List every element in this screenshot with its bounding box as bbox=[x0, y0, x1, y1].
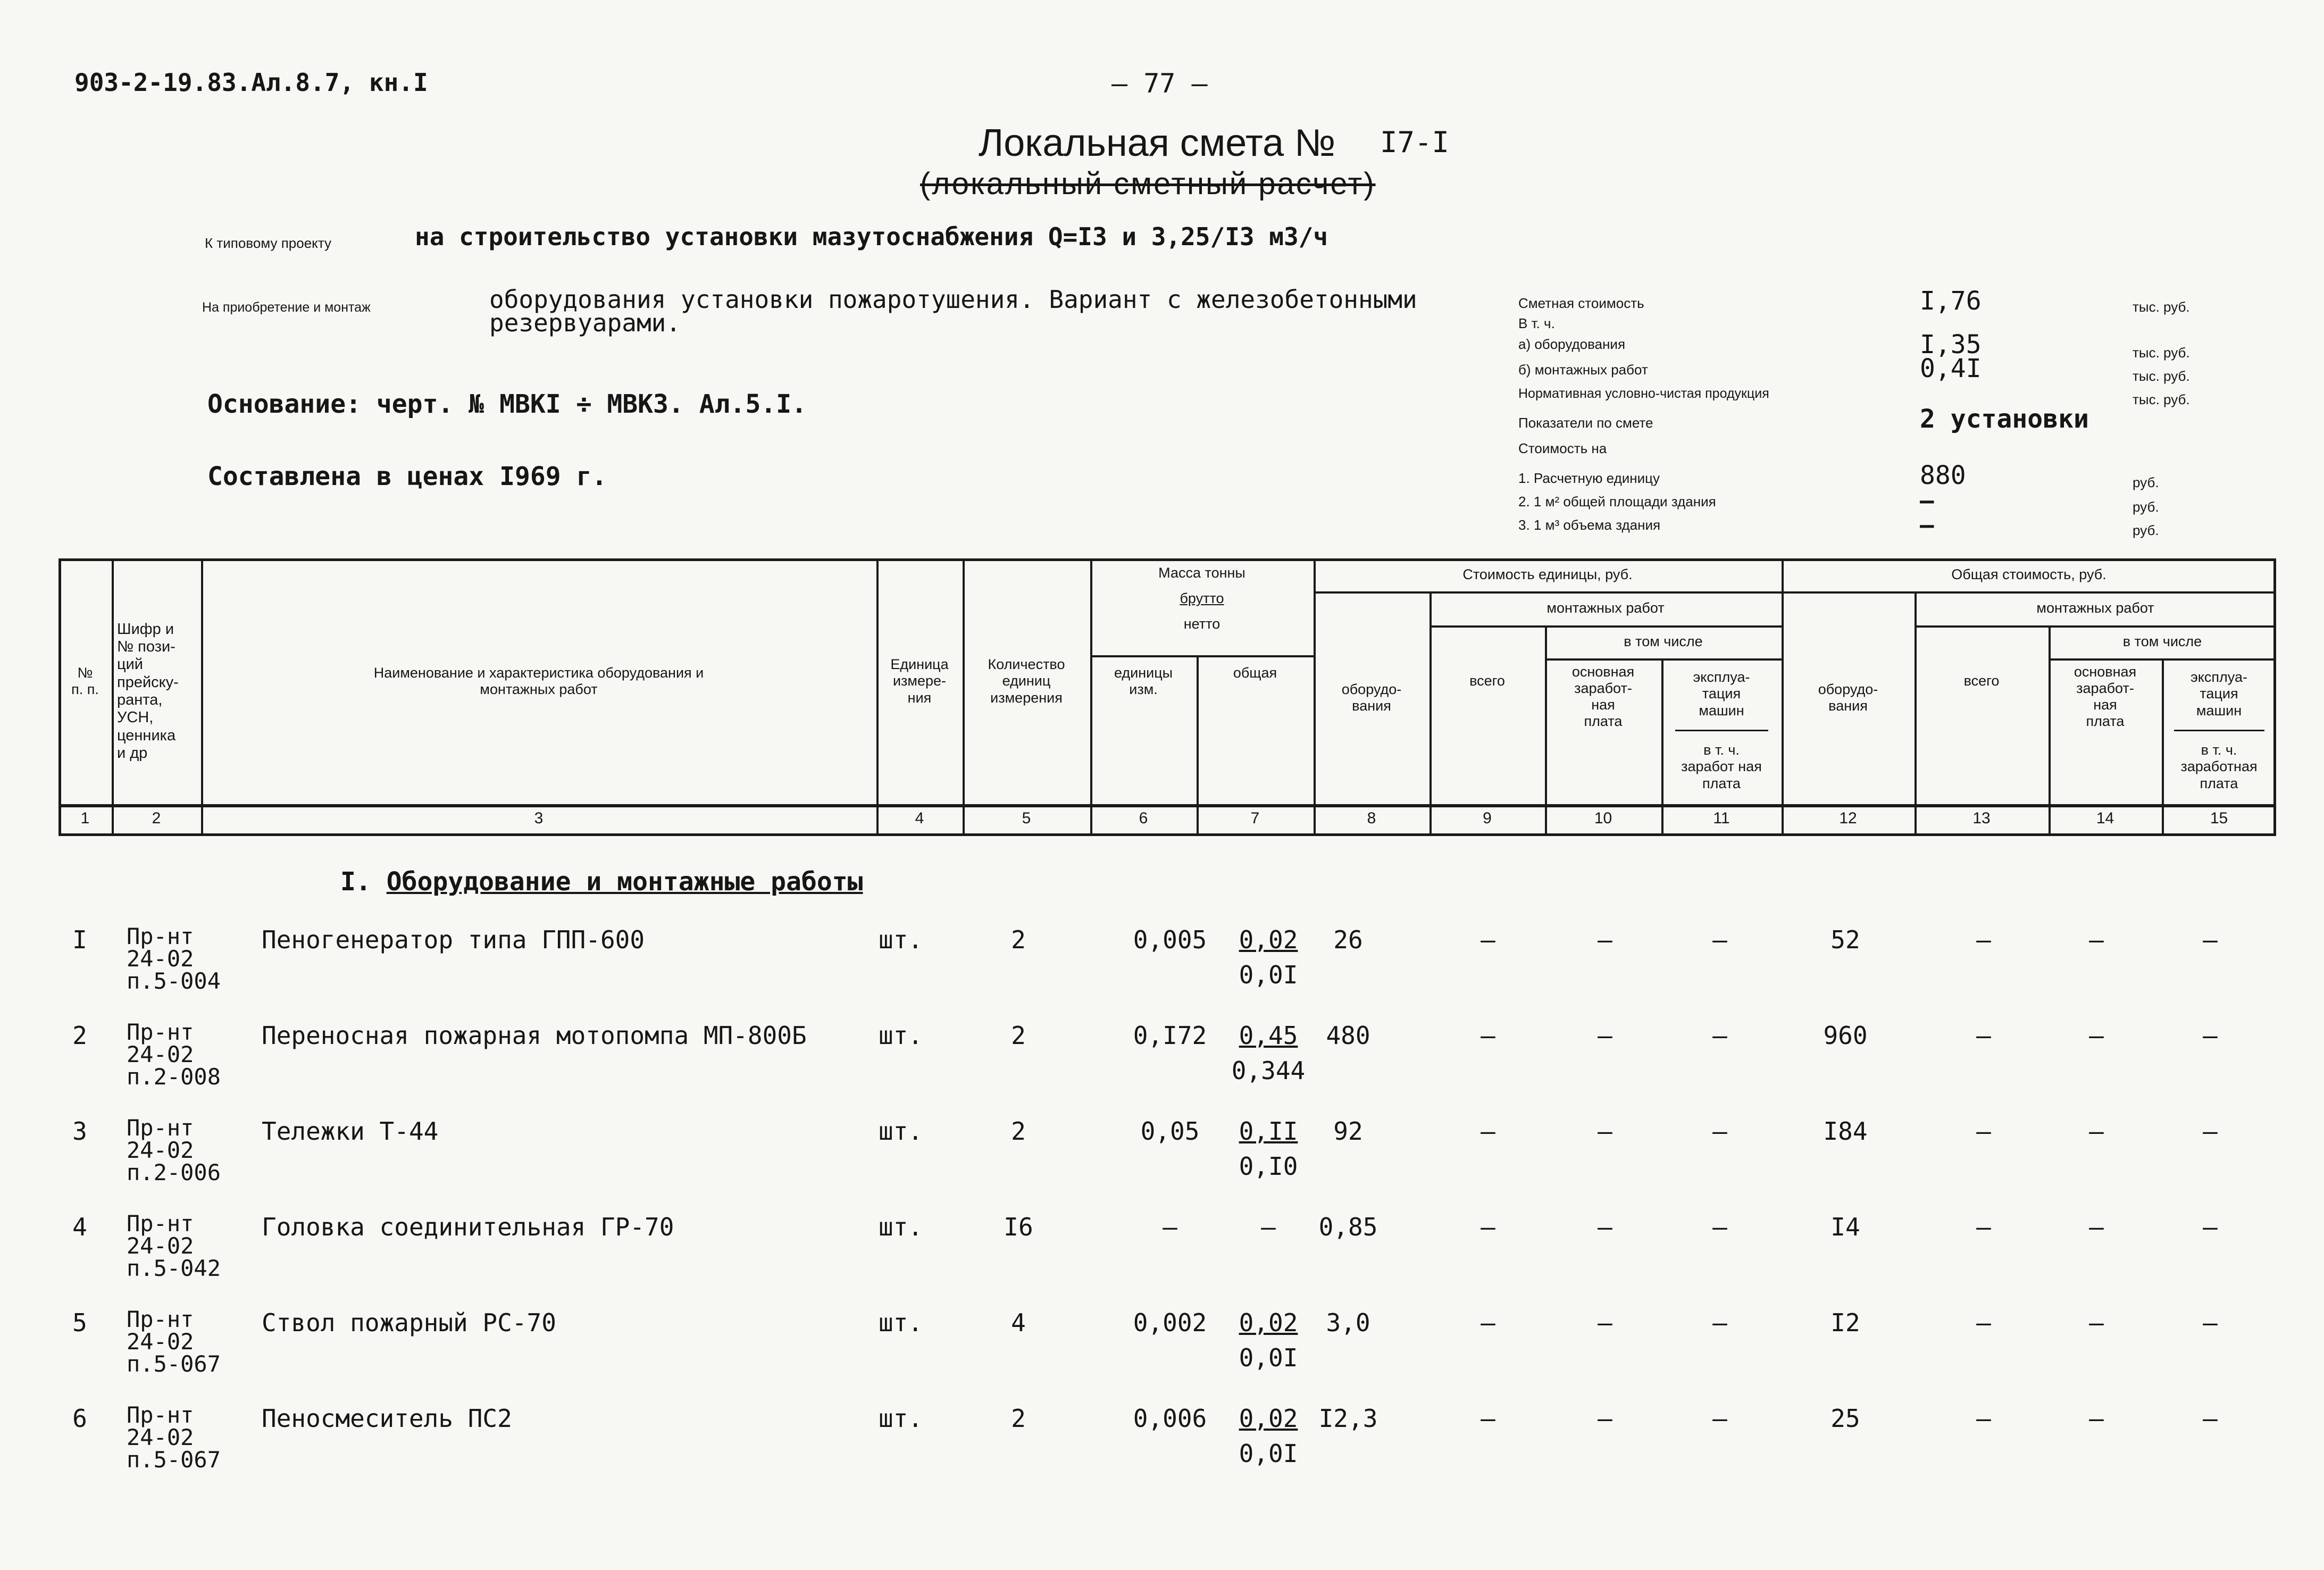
col-number: 6 bbox=[1139, 809, 1148, 827]
col-number: 9 bbox=[1483, 809, 1492, 827]
col-header-mounting: монтажных работ bbox=[1546, 600, 1665, 616]
row-number: 2 bbox=[72, 1021, 87, 1050]
purchase-text-line1: оборудования установки пожаротушения. Вариант с железобетонными bbox=[489, 285, 1417, 314]
row-base-wage: – bbox=[1598, 1021, 1612, 1050]
col-header-cost-total: Общая стоимость, руб. bbox=[1951, 566, 2106, 583]
summary-value: – bbox=[1920, 512, 1934, 539]
row-base-wage: – bbox=[1598, 1308, 1612, 1337]
col-number: 11 bbox=[1713, 809, 1730, 827]
section-number: I. bbox=[340, 867, 371, 897]
row-mounting-total: – bbox=[1481, 1117, 1495, 1146]
col-number: 2 bbox=[152, 809, 161, 827]
prices-text: Составлена в ценах I969 г. bbox=[207, 462, 607, 491]
summary-unit: руб. bbox=[2133, 499, 2159, 515]
row-quantity: 2 bbox=[1011, 925, 1026, 954]
summary-label: 2. 1 м² общей площади здания bbox=[1518, 494, 1716, 510]
row-mass-netto: 0,0I bbox=[1239, 961, 1298, 989]
col-number: 5 bbox=[1022, 809, 1031, 827]
row-equipment-total: 960 bbox=[1823, 1021, 1868, 1050]
row-unit: шт. bbox=[879, 1117, 923, 1146]
row-base-wage: – bbox=[1598, 1213, 1612, 1241]
row-mass-unit: 0,05 bbox=[1140, 1117, 1200, 1146]
col-header-name: Наименование и характеристика оборудования и монтажных работ bbox=[373, 664, 704, 697]
row-machine-operation-2: – bbox=[2203, 1021, 2218, 1050]
row-mass-unit: 0,I72 bbox=[1133, 1021, 1207, 1050]
row-base-wage-2: – bbox=[2089, 1308, 2104, 1337]
row-code: Пр-нт 24-02 п.5-067 bbox=[127, 1306, 221, 1377]
row-machine-operation-2: – bbox=[2203, 1404, 2218, 1433]
col-header-mounting-total: всего bbox=[1469, 673, 1505, 689]
row-equipment-total: I84 bbox=[1823, 1117, 1868, 1146]
row-base-wage: – bbox=[1598, 1117, 1612, 1146]
col-header-base-wage: основная заработ- ная плата bbox=[1571, 664, 1635, 730]
row-base-wage-2: – bbox=[2089, 925, 2104, 954]
col-number: 12 bbox=[1839, 809, 1857, 827]
row-mass-total bbox=[1223, 1404, 1314, 1468]
summary-label: Показатели по смете bbox=[1518, 415, 1653, 431]
row-code: Пр-нт 24-02 п.5-042 bbox=[127, 1210, 221, 1281]
row-machine-operation-2: – bbox=[2203, 1213, 2218, 1241]
col-header-mass-netto: нетто bbox=[1183, 616, 1220, 632]
row-machine-operation-2: – bbox=[2203, 925, 2218, 954]
row-equipment-cost: I2,3 bbox=[1318, 1404, 1378, 1433]
row-mounting-total-2: – bbox=[1976, 1117, 1991, 1146]
row-mounting-total: – bbox=[1481, 1308, 1495, 1337]
col-header-qty: Количество единиц измерения bbox=[988, 656, 1065, 706]
summary-value: 880 bbox=[1920, 461, 1966, 490]
row-unit: шт. bbox=[879, 1308, 923, 1337]
summary-label: 1. Расчетную единицу bbox=[1518, 470, 1660, 486]
row-equipment-cost: 26 bbox=[1333, 925, 1363, 954]
summary-value: I,76 bbox=[1920, 286, 1982, 316]
row-equipment-total: 25 bbox=[1830, 1404, 1860, 1433]
row-mass-brutto: 0,II bbox=[1239, 1117, 1298, 1146]
row-mass-unit: 0,006 bbox=[1133, 1404, 1207, 1433]
row-base-wage-2: – bbox=[2089, 1117, 2104, 1146]
col-header-machine-wage: в т. ч. заработ ная плата bbox=[1681, 742, 1762, 791]
row-code: Пр-нт 24-02 п.5-004 bbox=[127, 923, 221, 994]
col-header-equipment-total: оборудо- вания bbox=[1818, 681, 1878, 714]
row-mounting-total-2: – bbox=[1976, 1308, 1991, 1337]
row-quantity: 4 bbox=[1011, 1308, 1026, 1337]
row-mass-total bbox=[1223, 1308, 1314, 1372]
row-name: Ствол пожарный РС-70 bbox=[262, 1308, 556, 1337]
summary-label: а) оборудования bbox=[1518, 336, 1626, 352]
col-header-cost-unit: Стоимость единицы, руб. bbox=[1462, 566, 1633, 583]
col-header-base-wage-2: основная заработ- ная плата bbox=[2074, 664, 2137, 730]
row-mass-netto: 0,344 bbox=[1231, 1056, 1306, 1085]
row-mass-unit: 0,005 bbox=[1133, 925, 1207, 954]
row-number: 3 bbox=[72, 1117, 87, 1146]
col-header-mass-total: общая bbox=[1233, 665, 1277, 681]
row-mass-total bbox=[1223, 925, 1314, 989]
col-number: 1 bbox=[80, 809, 90, 827]
row-mass-brutto: 0,02 bbox=[1239, 925, 1298, 954]
col-number: 7 bbox=[1250, 809, 1260, 827]
row-machine-operation: – bbox=[1712, 1117, 1727, 1146]
summary-label: 3. 1 м³ объема здания bbox=[1518, 517, 1661, 533]
row-mounting-total: – bbox=[1481, 1213, 1495, 1241]
page-number: — 77 — bbox=[1111, 68, 1208, 99]
summary-unit: тыс. руб. bbox=[2133, 368, 2190, 384]
row-machine-operation-2: – bbox=[2203, 1308, 2218, 1337]
col-number: 13 bbox=[1972, 809, 1991, 827]
row-base-wage-2: – bbox=[2089, 1021, 2104, 1050]
section-heading bbox=[340, 867, 863, 897]
row-mounting-total: – bbox=[1481, 1404, 1495, 1433]
row-unit: шт. bbox=[879, 925, 923, 954]
row-mass-brutto: 0,02 bbox=[1239, 1308, 1298, 1337]
document-title: Локальная смета № bbox=[979, 122, 1336, 164]
row-quantity: 2 bbox=[1011, 1404, 1026, 1433]
row-mass-brutto: 0,45 bbox=[1239, 1021, 1298, 1050]
row-name: Пеносмеситель ПС2 bbox=[262, 1404, 512, 1433]
summary-label: б) монтажных работ bbox=[1518, 362, 1648, 378]
summary-value: – bbox=[1920, 487, 1934, 514]
row-mounting-total-2: – bbox=[1976, 1213, 1991, 1241]
row-mounting-total-2: – bbox=[1976, 1404, 1991, 1433]
project-text: на строительство установки мазутоснабжения Q=I3 и 3,25/I3 м3/ч bbox=[415, 222, 1328, 251]
row-mass-unit: – bbox=[1163, 1213, 1177, 1241]
row-mounting-total: – bbox=[1481, 925, 1495, 954]
col-number: 10 bbox=[1594, 809, 1612, 827]
row-machine-operation: – bbox=[1712, 925, 1727, 954]
row-equipment-cost: 92 bbox=[1333, 1117, 1363, 1146]
row-code: Пр-нт 24-02 п.2-006 bbox=[127, 1115, 221, 1185]
col-header-machine-wage-2: в т. ч. заработная плата bbox=[2180, 742, 2258, 791]
row-name: Тележки Т-44 bbox=[262, 1117, 439, 1146]
struck-subtitle: (локальный сметный расчет) bbox=[920, 166, 1376, 201]
row-unit: шт. bbox=[879, 1021, 923, 1050]
row-name: Головка соединительная ГР-70 bbox=[262, 1213, 674, 1241]
row-number: 5 bbox=[72, 1308, 87, 1337]
row-quantity: 2 bbox=[1011, 1021, 1026, 1050]
row-code: Пр-нт 24-02 п.5-067 bbox=[127, 1402, 221, 1473]
row-equipment-cost: 480 bbox=[1326, 1021, 1370, 1050]
summary-value: 0,4I bbox=[1920, 354, 1982, 383]
summary-value: 2 установки bbox=[1920, 404, 2089, 434]
estimate-number: I7-I bbox=[1380, 126, 1450, 159]
col-number: 14 bbox=[2096, 809, 2114, 827]
row-mounting-total-2: – bbox=[1976, 1021, 1991, 1050]
section-title: Оборудование и монтажные работы bbox=[386, 867, 863, 897]
row-machine-operation: – bbox=[1712, 1308, 1727, 1337]
row-machine-operation: – bbox=[1712, 1213, 1727, 1241]
row-mass-brutto: – bbox=[1261, 1213, 1276, 1241]
summary-label: В т. ч. bbox=[1518, 315, 1555, 331]
row-code: Пр-нт 24-02 п.2-008 bbox=[127, 1019, 221, 1090]
col-number: 3 bbox=[534, 809, 544, 827]
row-base-wage: – bbox=[1598, 1404, 1612, 1433]
row-number: 4 bbox=[72, 1213, 87, 1241]
summary-value: I,35 bbox=[1920, 330, 1982, 360]
row-equipment-total: I2 bbox=[1830, 1308, 1860, 1337]
col-number: 8 bbox=[1367, 809, 1376, 827]
row-quantity: 2 bbox=[1011, 1117, 1026, 1146]
row-equipment-cost: 3,0 bbox=[1326, 1308, 1370, 1337]
col-header-machine-operation: эксплуа- тация машин bbox=[1693, 669, 1750, 719]
row-mass-unit: 0,002 bbox=[1133, 1308, 1207, 1337]
col-header-code: Шифр и № пози- ций прейску- ранта, УСН, ценника и др bbox=[117, 620, 179, 762]
document-code: 903-2-19.83.Ал.8.7, кн.I bbox=[74, 68, 428, 97]
summary-unit: руб. bbox=[2133, 474, 2159, 490]
row-equipment-total: 52 bbox=[1830, 925, 1860, 954]
col-header-equipment: оборудо- вания bbox=[1341, 681, 1402, 714]
summary-unit: тыс. руб. bbox=[2133, 345, 2190, 361]
row-equipment-total: I4 bbox=[1830, 1213, 1860, 1241]
summary-unit: тыс. руб. bbox=[2133, 391, 2190, 407]
summary-unit: тыс. руб. bbox=[2133, 299, 2190, 315]
row-number: 6 bbox=[72, 1404, 87, 1433]
row-base-wage-2: – bbox=[2089, 1213, 2104, 1241]
col-header-mounting-2: монтажных работ bbox=[2036, 600, 2154, 616]
col-header-machine-operation-2: эксплуа- тация машин bbox=[2191, 669, 2247, 719]
row-mass-total bbox=[1223, 1021, 1314, 1085]
col-header-mass: Масса тонны bbox=[1158, 565, 1245, 581]
row-mounting-total: – bbox=[1481, 1021, 1495, 1050]
row-unit: шт. bbox=[879, 1404, 923, 1433]
row-name: Пеногенератор типа ГПП-600 bbox=[262, 925, 645, 954]
row-mass-netto: 0,0I bbox=[1239, 1439, 1298, 1468]
purchase-label: На приобретение и монтаж bbox=[202, 300, 371, 315]
col-header-mass-brutto: брутто bbox=[1180, 590, 1224, 607]
col-header-including-2: в том числе bbox=[2122, 633, 2202, 650]
row-mass-netto: 0,I0 bbox=[1239, 1152, 1298, 1181]
col-number: 15 bbox=[2210, 809, 2228, 827]
row-base-wage-2: – bbox=[2089, 1404, 2104, 1433]
row-quantity: I6 bbox=[1004, 1213, 1033, 1241]
summary-unit: руб. bbox=[2133, 522, 2159, 538]
col-number: 4 bbox=[915, 809, 924, 827]
row-machine-operation: – bbox=[1712, 1404, 1727, 1433]
row-mass-total bbox=[1223, 1213, 1314, 1248]
project-label: К типовому проекту bbox=[205, 235, 332, 251]
row-machine-operation: – bbox=[1712, 1021, 1727, 1050]
purchase-text-line2: резервуарами. bbox=[489, 308, 681, 337]
row-unit: шт. bbox=[879, 1213, 923, 1241]
summary-label: Нормативная условно-чистая продукция bbox=[1518, 386, 1769, 401]
basis-text: Основание: черт. № МВКI ÷ МВК3. Ал.5.I. bbox=[207, 389, 807, 419]
table-header bbox=[58, 558, 2276, 836]
col-header-number: № п. п. bbox=[71, 664, 99, 697]
col-header-unit: Единица измере- ния bbox=[890, 656, 949, 706]
col-header-mounting-total-2: всего bbox=[1963, 673, 2000, 689]
col-header-mass-unit: единицы изм. bbox=[1114, 665, 1173, 698]
row-base-wage: – bbox=[1598, 925, 1612, 954]
row-mass-netto: 0,0I bbox=[1239, 1343, 1298, 1372]
row-name: Переносная пожарная мотопомпа МП-800Б bbox=[262, 1021, 807, 1050]
row-number: I bbox=[72, 925, 87, 954]
row-equipment-cost: 0,85 bbox=[1318, 1213, 1378, 1241]
summary-label: Сметная стоимость bbox=[1518, 295, 1644, 311]
row-mass-brutto: 0,02 bbox=[1239, 1404, 1298, 1433]
col-header-including: в том числе bbox=[1624, 633, 1703, 650]
row-machine-operation-2: – bbox=[2203, 1117, 2218, 1146]
row-mass-total bbox=[1223, 1117, 1314, 1181]
row-mounting-total-2: – bbox=[1976, 925, 1991, 954]
summary-label: Стоимость на bbox=[1518, 440, 1607, 456]
